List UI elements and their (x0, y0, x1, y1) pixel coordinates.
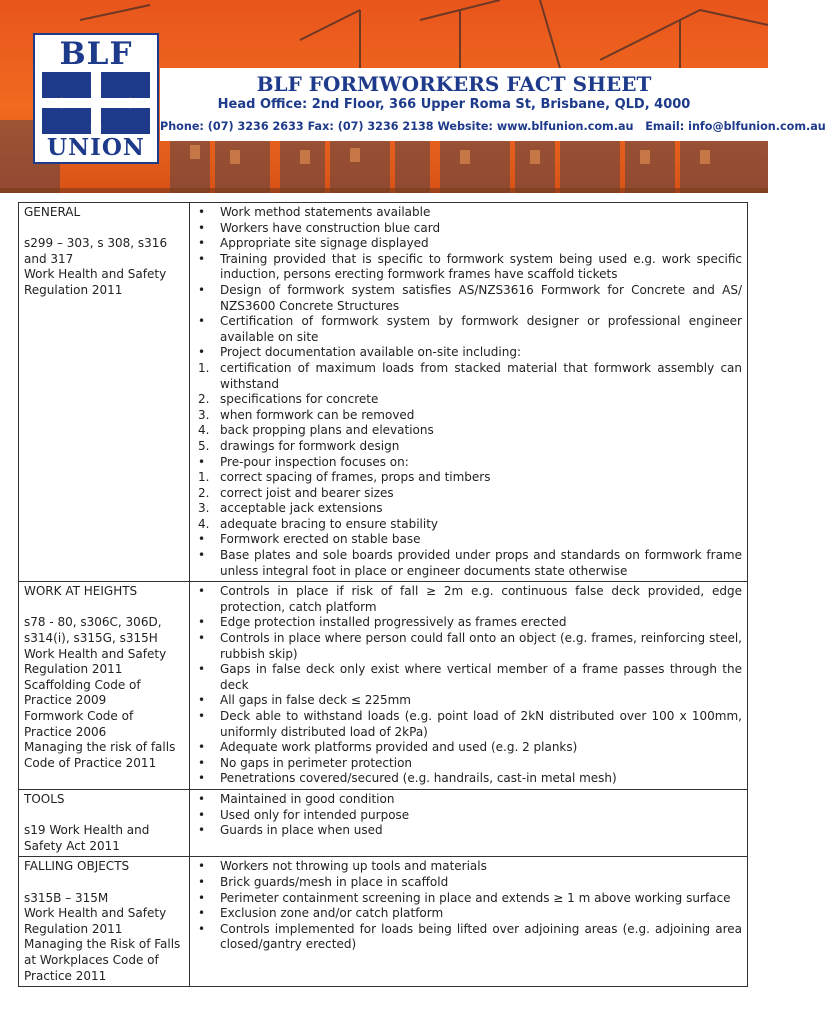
list-item (198, 740, 742, 756)
list-item (198, 486, 742, 502)
list-item-text: Used only for intended purpose (220, 807, 410, 822)
table-row (19, 203, 747, 581)
list-item-text: Gaps in false deck only exist where vertical member of a frame passes through the deck (220, 662, 742, 692)
list-item-text: Base plates and sole boards provided under props and standards on formwork frame unless integral foot in place or engineer documents state otherwise (220, 548, 742, 578)
list-marker: • (198, 345, 206, 360)
list-marker: • (198, 282, 206, 297)
list-item-text: Certification of formwork system by formwork designer or professional engineer available on site (220, 314, 742, 344)
list-marker: • (198, 771, 206, 786)
list-item (198, 615, 742, 631)
list-item (198, 236, 742, 252)
list-item (198, 252, 742, 283)
list-item-text: Training provided that is specific to formwork system being used e.g. work specific induction, persons erecting formwork frames have scaffold tickets (220, 251, 742, 282)
list-item (198, 408, 742, 424)
list-item-text: Edge protection installed progressively as frames erected (220, 615, 567, 630)
list-marker: • (198, 807, 206, 822)
logo-bottom-text: UNION (47, 134, 145, 161)
list-item (198, 548, 742, 579)
list-item (198, 345, 742, 361)
list-marker: • (198, 823, 206, 838)
list-marker: • (198, 874, 206, 889)
list-item-text: Workers have construction blue card (220, 220, 441, 235)
list-item (198, 709, 742, 740)
list-marker: 1. (198, 470, 210, 485)
list-item-text: Maintained in good condition (220, 791, 395, 806)
section-items-cell (190, 790, 747, 856)
list-marker: • (198, 740, 206, 755)
fax-number: (07) 3236 2138 (337, 120, 434, 133)
list-item (198, 439, 742, 455)
table-row (19, 789, 747, 856)
list-item (198, 792, 742, 808)
list-marker: • (198, 584, 206, 599)
page-title: BLF FORMWORKERS FACT SHEET (256, 72, 652, 96)
section-heading: TOOLS (24, 791, 65, 806)
list-marker: 1. (198, 360, 210, 375)
list-item (198, 205, 742, 221)
logo-top-text: BLF (59, 36, 133, 72)
list-marker: • (198, 890, 206, 905)
list-item-text: Controls implemented for loads being lifted over adjoining areas (e.g. adjoining area closed/gantry erected) (220, 921, 742, 952)
list-item (198, 283, 742, 314)
table-row (19, 856, 747, 986)
section-label-cell (19, 857, 190, 986)
list-item (198, 631, 742, 662)
list-item-text: Project documentation available on-site including: (220, 345, 522, 360)
list-item (198, 875, 742, 891)
section-label-cell (19, 790, 190, 856)
list-item (198, 532, 742, 548)
list-item (198, 859, 742, 875)
fact-sheet-table (18, 202, 748, 987)
list-item-text: Perimeter containment screening in place and extends ≥ 1 m above working surface (220, 890, 731, 905)
list-item-text: Guards in place when used (220, 823, 383, 838)
section-references: s19 Work Health and Safety Act 2011 (24, 823, 150, 853)
list-marker: 2. (198, 392, 210, 407)
email-link[interactable]: info@blfunion.com.au (688, 120, 826, 133)
list-marker: • (198, 454, 206, 469)
section-heading: FALLING OBJECTS (24, 859, 130, 874)
list-item-text: acceptable jack extensions (220, 501, 383, 516)
list-item-text: back propping plans and elevations (220, 423, 434, 438)
email-label: Email: (645, 120, 685, 133)
list-marker: 2. (198, 485, 210, 500)
list-item-text: drawings for formwork design (220, 438, 400, 453)
section-heading: WORK AT HEIGHTS (24, 584, 138, 599)
list-marker: • (198, 709, 206, 723)
list-item-text: adequate bracing to ensure stability (220, 516, 439, 531)
list-item-text: Penetrations covered/secured (e.g. handrails, cast-in metal mesh) (220, 771, 617, 786)
website-link[interactable]: www.blfunion.com.au (496, 120, 634, 133)
list-marker: • (198, 236, 206, 251)
list-item (198, 470, 742, 486)
section-references: s315B – 315M Work Health and Safety Regulation 2011 Managing the Risk of Falls at Workplaces Code of Practice 2011 (24, 890, 181, 983)
list-item (198, 361, 742, 392)
list-marker: • (198, 548, 206, 563)
list-item (198, 823, 742, 839)
section-items-cell (190, 203, 747, 581)
list-item-text: correct spacing of frames, props and timbers (220, 470, 491, 485)
list-marker: • (198, 755, 206, 770)
section-label-cell (19, 582, 190, 789)
list-marker: 4. (198, 423, 210, 438)
section-label-cell (19, 203, 190, 581)
header-panel (160, 68, 826, 141)
list-item (198, 906, 742, 922)
list-item (198, 501, 742, 517)
list-item-text: Exclusion zone and/or catch platform (220, 906, 444, 921)
list-item-text: Controls in place if risk of fall ≥ 2m e.g. continuous false deck provided, edge protection, catch platform (220, 584, 742, 614)
list-marker: • (198, 662, 206, 677)
list-item (198, 584, 742, 615)
list-item (198, 756, 742, 772)
blf-union-logo (33, 33, 159, 164)
list-marker: • (198, 921, 206, 936)
section-references: s299 – 303, s 308, s316 and 317 Work Health and Safety Regulation 2011 (24, 236, 168, 297)
list-item-text: Workers not throwing up tools and materials (220, 859, 487, 874)
list-item-text: Controls in place where person could fall onto an object (e.g. frames, reinforcing steel, rubbish skip) (220, 631, 742, 661)
list-marker: • (198, 532, 206, 547)
list-item-text: No gaps in perimeter protection (220, 755, 413, 770)
list-item-text: Design of formwork system satisfies AS/NZS3616 Formwork for Concrete and AS/ NZS3600 Concrete Structures (220, 282, 742, 313)
list-item-text: All gaps in false deck ≤ 225mm (220, 693, 411, 708)
list-marker: • (198, 205, 206, 219)
table-row (19, 581, 747, 789)
list-marker: • (198, 859, 206, 874)
list-item (198, 517, 742, 533)
fax-label: Fax: (307, 120, 334, 133)
list-item (198, 891, 742, 907)
phone-label: Phone: (160, 120, 204, 133)
list-marker: • (198, 314, 206, 329)
list-item-text: Pre-pour inspection focuses on: (220, 454, 409, 469)
section-items-cell (190, 857, 747, 986)
list-marker: • (198, 693, 206, 708)
list-item-text: Work method statements available (220, 205, 431, 219)
list-item (198, 808, 742, 824)
list-marker: • (198, 631, 206, 646)
list-marker: 4. (198, 516, 210, 531)
list-item (198, 771, 742, 787)
list-item-text: Adequate work platforms provided and used (e.g. 2 planks) (220, 740, 578, 755)
list-item (198, 922, 742, 953)
list-item-text: when formwork can be removed (220, 407, 415, 422)
list-item-text: correct joist and bearer sizes (220, 485, 394, 500)
list-item-text: Appropriate site signage displayed (220, 236, 429, 251)
list-marker: • (198, 220, 206, 235)
list-marker: 3. (198, 501, 210, 516)
list-item-text: Deck able to withstand loads (e.g. point load of 2kN distributed over 100 x 100mm, uniformly distributed load of 2kPa) (220, 709, 742, 739)
section-heading: GENERAL (24, 205, 81, 219)
list-marker: 5. (198, 438, 210, 453)
head-office-address: Head Office: 2nd Floor, 366 Upper Roma St, Brisbane, QLD, 4000 (217, 97, 691, 112)
eureka-flag-icon (42, 72, 150, 134)
list-marker: • (198, 906, 206, 921)
phone-number: (07) 3236 2633 (207, 120, 304, 133)
list-item-text: specifications for concrete (220, 392, 379, 407)
contact-line (160, 120, 826, 133)
list-marker: • (198, 251, 206, 266)
section-items-cell (190, 582, 747, 789)
list-marker: • (198, 615, 206, 630)
list-item-text: certification of maximum loads from stacked material that formwork assembly can withstand (220, 360, 742, 391)
list-item-text: Brick guards/mesh in place in scaffold (220, 874, 449, 889)
list-marker: 3. (198, 407, 210, 422)
list-item (198, 423, 742, 439)
list-item (198, 392, 742, 408)
list-marker: • (198, 791, 206, 806)
list-item (198, 662, 742, 693)
list-item (198, 455, 742, 471)
section-references: s78 - 80, s306C, 306D, s314(i), s315G, s315H Work Health and Safety Regulation 2011 Scaffolding Code of Practice 2009 Formwork Code of Practice 2006 Managing the risk of falls Code of Practice 2011 (24, 615, 176, 770)
list-item (198, 693, 742, 709)
list-item (198, 314, 742, 345)
website-label: Website: (437, 120, 493, 133)
list-item (198, 221, 742, 237)
list-item-text: Formwork erected on stable base (220, 532, 421, 547)
